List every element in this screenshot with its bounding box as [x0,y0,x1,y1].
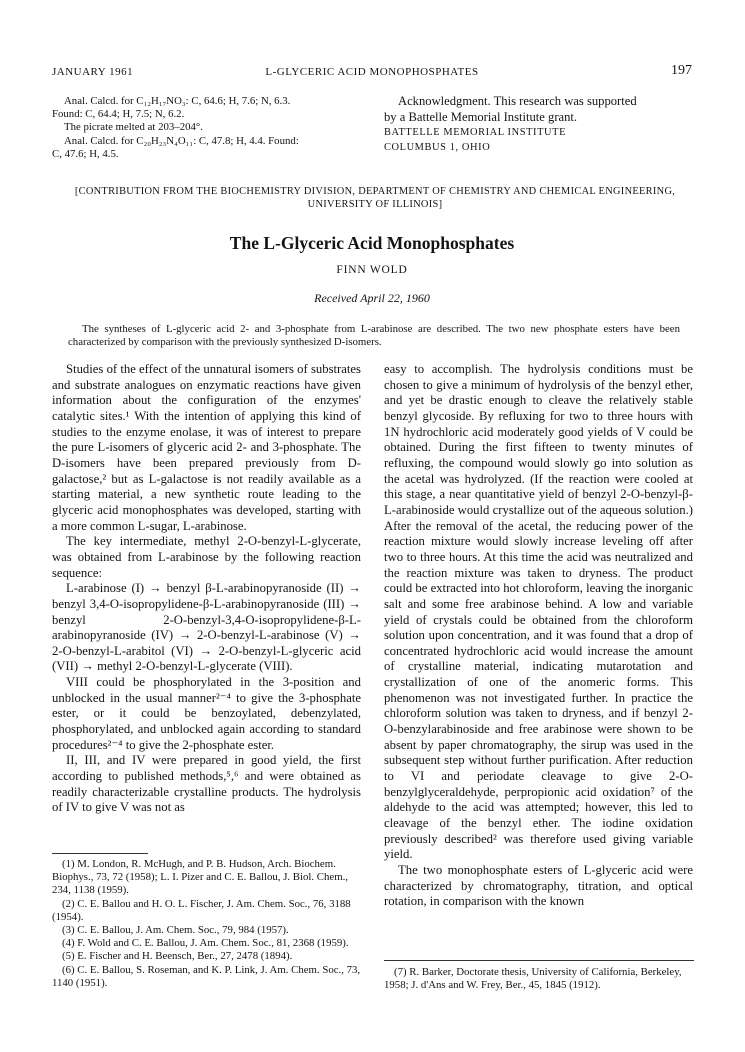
article-author: FINN WOLD [336,264,408,276]
footnote: (5) E. Fischer and H. Beensch, Ber., 27, 2478 (1894). [62,950,293,963]
footnote-rule-left [52,853,148,854]
analysis-line: C, 47.6; H, 4.5. [52,147,119,160]
header-running-title: L-GLYCERIC ACID MONOPHOSPHATES [265,66,479,78]
body-paragraph: The key intermediate, methyl 2-O-benzyl-L-glycerate, was obtained from L-arabinose by the following reaction sequence: [52,534,361,580]
abstract: The syntheses of L-glyceric acid 2- and 3-phosphate from L-arabinose are described. The two new phosphate esters have been characterized by comparison with the previously synthesized D-isomers. [68,323,680,348]
acknowledgment-line: Acknowledgment. This research was supported [398,94,637,108]
footnote: (4) F. Wold and C. E. Ballou, J. Am. Chem. Soc., 81, 2368 (1959). [62,937,349,950]
footnote: (6) C. E. Ballou, S. Roseman, and K. P. Link, J. Am. Chem. Soc., 73, 1140 (1951). [52,963,361,989]
body-column-right [384,362,693,910]
page-number: 197 [671,63,692,78]
body-paragraph: The two monophosphate esters of L-glyceric acid were characterized by chromatography, titration, and optical rotation, in comparison with the known [384,863,693,909]
acknowledgment-line: by a Battelle Memorial Institute grant. [384,110,578,124]
reaction-sequence: L-arabinose (I) → benzyl β-L-arabinopyranoside (II) → benzyl 3,4-O-isopropylidene-β-L-arabinopyranoside (III) → benzyl 2-O-benzyl-3,4-O-isopropylidene-β-L-arabinopyranoside (IV) → 2-O-benzyl-L-arabinose (V) → 2-O-benzyl-L-arabitol (VI) → 2-O-benzyl-L-glyceric acid (VII) → methyl 2-O-benzyl-L-glycerate (VIII). [52,581,361,674]
footnote: (7) R. Barker, Doctorate thesis, University of California, Berkeley, 1958; J. d'Ans and W. Frey, Ber., 45, 1845 (1912). [384,966,682,992]
footnote: (3) C. E. Ballou, J. Am. Chem. Soc., 79, 984 (1957). [62,924,289,937]
previous-article-acknowledgment [384,93,694,154]
body-paragraph: II, III, and IV were prepared in good yield, the first according to published methods,⁵,⁶ and were obtained as readily characterizable crystalline products. The hydrolysis of IV to give V was not as [52,753,361,815]
affiliation-line: COLUMBUS 1, OHIO [384,141,491,153]
running-header [52,63,692,82]
header-date: JANUARY 1961 [52,66,134,78]
footnotes-right [384,966,693,992]
received-date: Received April 22, 1960 [314,291,430,305]
analysis-line: Anal. Calcd. for C₁₂H₁₇NO₃: C, 64.6; H, 7.6; N, 6.3. [64,95,291,107]
footnote: (2) C. E. Ballou and H. O. L. Fischer, J. Am. Chem. Soc., 76, 3188 (1954). [52,897,351,923]
body-paragraph: VIII could be phosphorylated in the 3-position and unblocked in the usual manner²⁻⁴ to give the 3-phosphate ester, or it could be benzoylated, debenzylated, phosphorylated, and unblocked again according to standard procedures²⁻⁴ to give the 2-phosphate ester. [52,675,361,752]
previous-article-analysis [52,95,352,161]
analysis-line: Found: C, 64.4; H, 7.5; N, 6.2. [52,108,185,121]
body-paragraph: Studies of the effect of the unnatural isomers of substrates and substrate analogues on enzymatic reactions have given information about the configuration of the enzymes' catalytic sites.¹ With the intention of applying this kind of studies to the enzyme enolase, it was of interest to prepare the pure L-isomers of glyceric acid 2- and 3-phosphate. The D-isomers have been prepared previously from D-galactose,² but as L-galactose is not readily available as a starting material, a new synthetic route leading to the glyceric acid monophosphates was developed, starting with a more common L-sugar, L-arabinose. [52,362,361,533]
footnote-rule-right [384,960,694,961]
analysis-line: The picrate melted at 203–204°. [64,121,203,134]
footnotes-left [52,858,361,990]
body-column-left [52,362,361,816]
article-title: The L-Glyceric Acid Monophosphates [229,233,515,253]
body-paragraph: easy to accomplish. The hydrolysis conditions must be chosen to give a minimum of hydrolysis of the benzyl ether, and yet be drastic enough to cleave the relatively stable benzyl glycoside. By refluxing for two to three hours with 1N hydrochloric acid moderately good yields of V could be obtained. During the first fifteen to twenty minutes of refluxing, the compound would slowly go into solution as the acetal was hydrolyzed. (If the reaction were cooled at this stage, a near quantitative yield of benzyl 2-O-benzyl-β-L-arabinoside would crystallize out of the aqueous solution.) After the removal of the acetal, the reducing power of the reaction mixture would slowly increase leveling off after two to three hours. At this time the acid was neutralized and the reaction mixture was taken to dryness. The product could be extracted into hot chloroform, leaving the inorganic salt and some free arabinose behind. A low and variable yield of crystals could be obtained from the chloroform solution upon concentration, and it was found that a drop of concentrated hydrochloric acid would increase the amount of crystalline material, indicating mutarotation and crystallization of one of the anomeric forms. This phenomenon was not investigated further. In practice the chloroform solution was taken to dryness, and if benzyl 2-O-benzylarabinoside and free arabinose were shown to be absent by paper chromatography, the sirup was used in the subsequent step without further purification. After reduction to VI and periodate cleavage to give 2-O-benzylglyceraldehyde, perpropionic acid oxidation⁷ of the aldehyde to the acid was attempted; however, this led to cleavage of the benzyl ether. The iodine oxidation previously described² was therefore used giving variable yield. [384,362,693,862]
contribution-line: [CONTRIBUTION FROM THE BIOCHEMISTRY DIVISION, DEPARTMENT OF CHEMISTRY AND CHEMICAL ENGINEERING, UNIVERSITY OF ILLINOIS] [74,186,676,210]
analysis-line: Anal. Calcd. for C₂₀H₂₃N₄O₁₁: C, 47.8; H, 4.4. Found: [64,134,299,147]
affiliation-line: BATTELLE MEMORIAL INSTITUTE [384,127,567,138]
footnote: (1) M. London, R. McHugh, and P. B. Hudson, Arch. Biochem. Biophys., 73, 72 (1958); L. I. Pizer and C. E. Ballou, J. Biol. Chem., 234, 1138 (1959). [52,858,348,897]
